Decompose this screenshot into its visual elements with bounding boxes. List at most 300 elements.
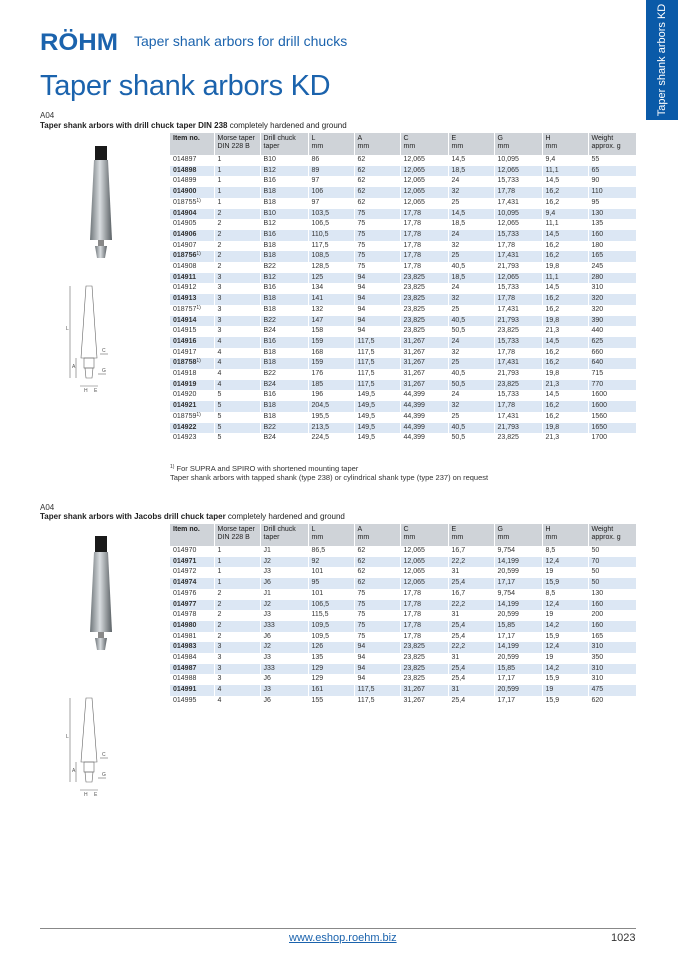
cell-a: 75 bbox=[354, 621, 400, 632]
cell-w: 95 bbox=[588, 198, 636, 209]
cell-chuck: J3 bbox=[260, 610, 308, 621]
cell-morse: 5 bbox=[214, 412, 260, 423]
cell-e: 16,7 bbox=[448, 589, 494, 600]
cell-l: 224,5 bbox=[308, 433, 354, 444]
cell-e: 32 bbox=[448, 348, 494, 359]
cell-h: 16,2 bbox=[542, 412, 588, 423]
cell-e: 24 bbox=[448, 230, 494, 241]
cell-a: 149,5 bbox=[354, 423, 400, 434]
dim-label-a: A bbox=[72, 364, 76, 370]
cell-l: 95 bbox=[308, 578, 354, 589]
cell-h: 11,1 bbox=[542, 219, 588, 230]
cell-morse: 1 bbox=[214, 198, 260, 209]
cell-c: 44,399 bbox=[400, 401, 448, 412]
cell-c: 23,825 bbox=[400, 294, 448, 305]
table-row bbox=[170, 390, 636, 401]
cell-w: 160 bbox=[588, 621, 636, 632]
item-number-cell: 014970 bbox=[173, 547, 197, 554]
footer-shop-link[interactable]: www.eshop.roehm.biz bbox=[289, 932, 397, 944]
cell-morse: 2 bbox=[214, 230, 260, 241]
section-2-title: Taper shank arbors with Jacobs drill chuck taper completely hardened and ground bbox=[40, 512, 345, 521]
cell-w: 310 bbox=[588, 664, 636, 675]
dim-label-g: G bbox=[102, 368, 106, 374]
footnote: $^{1)}$ For SUPRA and SPIRO with shortened mounting taper Taper shank arbors with tapped shank (type 238) or cylindrical shank type (type 237) on request bbox=[170, 464, 489, 482]
cell-chuck: J6 bbox=[260, 696, 308, 707]
cell-e: 24 bbox=[448, 283, 494, 294]
table-row bbox=[170, 380, 636, 391]
cell-c: 17,78 bbox=[400, 262, 448, 273]
item-number-cell: 014905 bbox=[173, 220, 197, 228]
cell-a: 117,5 bbox=[354, 358, 400, 369]
cell-l: 134 bbox=[308, 283, 354, 294]
table-row bbox=[170, 230, 636, 241]
cell-c: 12,065 bbox=[400, 187, 448, 198]
cell-morse: 3 bbox=[214, 642, 260, 653]
cell-c: 17,78 bbox=[400, 251, 448, 262]
cell-l: 132 bbox=[308, 305, 354, 316]
cell-c: 17,78 bbox=[400, 589, 448, 600]
cell-e: 25 bbox=[448, 198, 494, 209]
cell-c: 17,78 bbox=[400, 241, 448, 252]
cell-g: 21,793 bbox=[494, 369, 542, 380]
cell-chuck: J3 bbox=[260, 567, 308, 578]
cell-c: 17,78 bbox=[400, 610, 448, 621]
footer-divider bbox=[40, 928, 636, 929]
cell-morse: 5 bbox=[214, 390, 260, 401]
cell-a: 62 bbox=[354, 198, 400, 209]
cell-e: 22,2 bbox=[448, 642, 494, 653]
cell-g: 15,733 bbox=[494, 337, 542, 348]
cell-w: 200 bbox=[588, 610, 636, 621]
cell-a: 75 bbox=[354, 632, 400, 643]
cell-l: 213,5 bbox=[308, 423, 354, 434]
item-number-cell: 014972 bbox=[173, 568, 197, 576]
cell-morse: 1 bbox=[214, 567, 260, 578]
cell-a: 117,5 bbox=[354, 337, 400, 348]
cell-g: 17,431 bbox=[494, 412, 542, 423]
page-number: 1023 bbox=[611, 932, 636, 944]
table-row bbox=[170, 642, 636, 653]
cell-g: 17,17 bbox=[494, 696, 542, 707]
item-number-cell: 014978 bbox=[173, 611, 197, 619]
cell-h: 16,2 bbox=[542, 241, 588, 252]
item-number-cell: 014991 bbox=[170, 685, 214, 696]
cell-chuck: B18 bbox=[260, 412, 308, 423]
item-number-cell: 014922 bbox=[170, 423, 214, 434]
item-number-cell: 018755$^{1)}$ bbox=[173, 197, 201, 206]
cell-c: 17,78 bbox=[400, 600, 448, 611]
cell-morse: 1 bbox=[214, 557, 260, 568]
cell-c: 23,825 bbox=[400, 674, 448, 685]
cell-e: 24 bbox=[448, 337, 494, 348]
cell-chuck: B16 bbox=[260, 176, 308, 187]
item-number-cell: 014977 bbox=[170, 600, 214, 611]
cell-morse: 2 bbox=[214, 610, 260, 621]
cell-g: 15,733 bbox=[494, 390, 542, 401]
cell-chuck: J1 bbox=[260, 589, 308, 600]
dim-label-g: G bbox=[102, 772, 106, 778]
cell-chuck: B22 bbox=[260, 369, 308, 380]
cell-e: 18,5 bbox=[448, 166, 494, 177]
cell-h: 15,9 bbox=[542, 696, 588, 707]
cell-h: 8,5 bbox=[542, 546, 588, 557]
cell-chuck: B18 bbox=[260, 187, 308, 198]
table-row bbox=[170, 578, 636, 589]
cell-c: 23,825 bbox=[400, 305, 448, 316]
cell-c: 44,399 bbox=[400, 412, 448, 423]
cell-w: 625 bbox=[588, 337, 636, 348]
cell-g: 17,431 bbox=[494, 305, 542, 316]
arbor-tang bbox=[95, 536, 107, 552]
item-number-cell: 018756$^{1)}$ bbox=[170, 251, 214, 262]
cell-h: 9,4 bbox=[542, 155, 588, 166]
cell-a: 94 bbox=[354, 642, 400, 653]
cell-g: 9,754 bbox=[494, 546, 542, 557]
cell-l: 109,5 bbox=[308, 621, 354, 632]
item-number-cell: 014981 bbox=[173, 632, 197, 640]
cell-l: 168 bbox=[308, 348, 354, 359]
table-row bbox=[170, 209, 636, 220]
cell-w: 770 bbox=[588, 380, 636, 391]
cell-w: 310 bbox=[588, 283, 636, 294]
item-number-cell: 014913 bbox=[170, 294, 214, 305]
cell-morse: 4 bbox=[214, 348, 260, 359]
cell-c: 12,065 bbox=[400, 166, 448, 177]
cell-e: 25 bbox=[448, 305, 494, 316]
arbor-drawing-2 bbox=[40, 530, 160, 810]
table-row bbox=[170, 567, 636, 578]
cell-a: 149,5 bbox=[354, 390, 400, 401]
cell-h: 14,5 bbox=[542, 176, 588, 187]
table-row bbox=[170, 155, 636, 166]
cell-l: 92 bbox=[308, 557, 354, 568]
cell-h: 15,9 bbox=[542, 578, 588, 589]
item-number-cell: 014904 bbox=[170, 209, 214, 220]
cell-h: 11,1 bbox=[542, 273, 588, 284]
cell-l: 106,5 bbox=[308, 600, 354, 611]
cell-a: 94 bbox=[354, 305, 400, 316]
cell-g: 17,17 bbox=[494, 674, 542, 685]
cell-morse: 2 bbox=[214, 251, 260, 262]
cell-h: 16,2 bbox=[542, 305, 588, 316]
cell-l: 196 bbox=[308, 390, 354, 401]
cell-chuck: B18 bbox=[260, 241, 308, 252]
cell-g: 21,793 bbox=[494, 262, 542, 273]
cell-chuck: B22 bbox=[260, 316, 308, 327]
column-header-l: L mm bbox=[308, 524, 354, 546]
cell-w: 440 bbox=[588, 326, 636, 337]
cell-chuck: B18 bbox=[260, 251, 308, 262]
cell-l: 204,5 bbox=[308, 401, 354, 412]
cell-h: 9,4 bbox=[542, 209, 588, 220]
cell-a: 62 bbox=[354, 155, 400, 166]
cell-g: 17,78 bbox=[494, 241, 542, 252]
cell-w: 130 bbox=[588, 209, 636, 220]
dim-label-c: C bbox=[102, 348, 106, 354]
table-row bbox=[170, 283, 636, 294]
side-tab-label: Taper shank arbors KD bbox=[656, 3, 668, 117]
cell-h: 19 bbox=[542, 653, 588, 664]
side-tab bbox=[646, 0, 678, 120]
cell-a: 75 bbox=[354, 209, 400, 220]
cell-w: 160 bbox=[588, 230, 636, 241]
column-header-a: A mm bbox=[354, 524, 400, 546]
cell-c: 17,78 bbox=[400, 621, 448, 632]
cell-chuck: J3 bbox=[260, 685, 308, 696]
cell-g: 14,199 bbox=[494, 600, 542, 611]
item-number-cell: 014987 bbox=[170, 664, 214, 675]
cell-e: 25 bbox=[448, 358, 494, 369]
cell-w: 660 bbox=[588, 348, 636, 359]
cell-chuck: B22 bbox=[260, 262, 308, 273]
cell-morse: 2 bbox=[214, 209, 260, 220]
item-number-cell: 014971 bbox=[170, 557, 214, 568]
cell-morse: 2 bbox=[214, 589, 260, 600]
table-row bbox=[170, 674, 636, 685]
cell-morse: 5 bbox=[214, 401, 260, 412]
column-header-h: H mm bbox=[542, 133, 588, 155]
cell-morse: 3 bbox=[214, 283, 260, 294]
cell-w: 135 bbox=[588, 219, 636, 230]
cell-e: 31 bbox=[448, 653, 494, 664]
cell-morse: 1 bbox=[214, 578, 260, 589]
cell-chuck: J33 bbox=[260, 664, 308, 675]
cell-a: 75 bbox=[354, 241, 400, 252]
cell-w: 245 bbox=[588, 262, 636, 273]
cell-g: 21,793 bbox=[494, 423, 542, 434]
cell-e: 22,2 bbox=[448, 600, 494, 611]
cell-e: 25,4 bbox=[448, 621, 494, 632]
cell-g: 17,78 bbox=[494, 294, 542, 305]
column-header-w: Weight approx. g bbox=[588, 133, 636, 155]
cell-h: 14,5 bbox=[542, 283, 588, 294]
cell-a: 94 bbox=[354, 674, 400, 685]
column-header-chuck: Drill chuck taper bbox=[260, 524, 308, 546]
cell-g: 17,78 bbox=[494, 187, 542, 198]
cell-g: 23,825 bbox=[494, 433, 542, 444]
table-row bbox=[170, 685, 636, 696]
cell-l: 109,5 bbox=[308, 632, 354, 643]
cell-a: 75 bbox=[354, 589, 400, 600]
cell-h: 16,2 bbox=[542, 187, 588, 198]
table-row bbox=[170, 273, 636, 284]
cell-c: 31,267 bbox=[400, 358, 448, 369]
cell-c: 31,267 bbox=[400, 369, 448, 380]
cell-w: 320 bbox=[588, 305, 636, 316]
cell-w: 280 bbox=[588, 273, 636, 284]
dim-label-a: A bbox=[72, 768, 76, 774]
cell-w: 55 bbox=[588, 155, 636, 166]
cell-e: 25,4 bbox=[448, 696, 494, 707]
cell-g: 15,85 bbox=[494, 664, 542, 675]
arbor-taper-shank bbox=[90, 552, 112, 632]
table-row bbox=[170, 241, 636, 252]
item-number-cell: 014976 bbox=[173, 589, 197, 597]
cell-c: 23,825 bbox=[400, 326, 448, 337]
cell-chuck: B12 bbox=[260, 219, 308, 230]
cell-chuck: B18 bbox=[260, 294, 308, 305]
cell-g: 20,599 bbox=[494, 610, 542, 621]
cell-w: 475 bbox=[588, 685, 636, 696]
column-header-e: E mm bbox=[448, 133, 494, 155]
column-header-a: A mm bbox=[354, 133, 400, 155]
cell-a: 62 bbox=[354, 176, 400, 187]
cell-morse: 2 bbox=[214, 600, 260, 611]
cell-w: 640 bbox=[588, 358, 636, 369]
cell-h: 12,4 bbox=[542, 557, 588, 568]
cell-l: 135 bbox=[308, 653, 354, 664]
table-row bbox=[170, 305, 636, 316]
cell-w: 310 bbox=[588, 642, 636, 653]
cell-l: 97 bbox=[308, 198, 354, 209]
cell-c: 23,825 bbox=[400, 664, 448, 675]
cell-chuck: J1 bbox=[260, 546, 308, 557]
cell-h: 21,3 bbox=[542, 380, 588, 391]
cell-c: 12,065 bbox=[400, 567, 448, 578]
cell-l: 141 bbox=[308, 294, 354, 305]
cell-a: 75 bbox=[354, 219, 400, 230]
cell-a: 94 bbox=[354, 664, 400, 675]
cell-c: 17,78 bbox=[400, 219, 448, 230]
cell-g: 23,825 bbox=[494, 380, 542, 391]
cell-chuck: B18 bbox=[260, 305, 308, 316]
item-number-cell: 014983 bbox=[170, 642, 214, 653]
cell-h: 12,4 bbox=[542, 642, 588, 653]
cell-w: 50 bbox=[588, 567, 636, 578]
arbor-taper-shank bbox=[90, 160, 112, 240]
cell-g: 20,599 bbox=[494, 653, 542, 664]
cell-chuck: B16 bbox=[260, 283, 308, 294]
cell-e: 14,5 bbox=[448, 209, 494, 220]
cell-e: 25,4 bbox=[448, 632, 494, 643]
spec-table-1 bbox=[170, 133, 636, 444]
cell-morse: 3 bbox=[214, 316, 260, 327]
cell-c: 12,065 bbox=[400, 198, 448, 209]
table-row bbox=[170, 219, 636, 230]
cell-l: 115,5 bbox=[308, 610, 354, 621]
cell-e: 14,5 bbox=[448, 155, 494, 166]
cell-a: 117,5 bbox=[354, 348, 400, 359]
cell-a: 117,5 bbox=[354, 696, 400, 707]
cell-e: 40,5 bbox=[448, 369, 494, 380]
column-header-l: L mm bbox=[308, 133, 354, 155]
cell-g: 12,065 bbox=[494, 166, 542, 177]
cell-e: 24 bbox=[448, 176, 494, 187]
cell-h: 14,5 bbox=[542, 337, 588, 348]
cell-g: 17,17 bbox=[494, 578, 542, 589]
cell-g: 14,199 bbox=[494, 642, 542, 653]
cell-w: 320 bbox=[588, 294, 636, 305]
cell-e: 31 bbox=[448, 610, 494, 621]
item-number-cell: 014921 bbox=[170, 401, 214, 412]
item-number-cell: 014918 bbox=[173, 370, 197, 378]
cell-e: 32 bbox=[448, 241, 494, 252]
item-number-cell: 018757$^{1)}$ bbox=[173, 304, 201, 313]
cell-chuck: B18 bbox=[260, 198, 308, 209]
table-row bbox=[170, 557, 636, 568]
cell-g: 15,733 bbox=[494, 230, 542, 241]
cell-h: 16,2 bbox=[542, 348, 588, 359]
cell-l: 101 bbox=[308, 567, 354, 578]
cell-l: 129 bbox=[308, 674, 354, 685]
cell-chuck: B22 bbox=[260, 423, 308, 434]
table-row bbox=[170, 632, 636, 643]
cell-a: 62 bbox=[354, 567, 400, 578]
cell-h: 14,5 bbox=[542, 390, 588, 401]
cell-chuck: B24 bbox=[260, 326, 308, 337]
column-header-g: G mm bbox=[494, 524, 542, 546]
cell-h: 14,2 bbox=[542, 621, 588, 632]
cell-c: 17,78 bbox=[400, 632, 448, 643]
table-row bbox=[170, 423, 636, 434]
column-header-e: E mm bbox=[448, 524, 494, 546]
cell-c: 31,267 bbox=[400, 696, 448, 707]
item-number-cell: 014995 bbox=[173, 696, 197, 704]
cell-w: 180 bbox=[588, 241, 636, 252]
cell-l: 86,5 bbox=[308, 546, 354, 557]
item-number-cell: 018759$^{1)}$ bbox=[173, 411, 201, 420]
item-number-cell: 014920 bbox=[173, 391, 197, 399]
cell-morse: 3 bbox=[214, 664, 260, 675]
cell-a: 75 bbox=[354, 230, 400, 241]
cell-h: 19 bbox=[542, 685, 588, 696]
cell-h: 14,5 bbox=[542, 230, 588, 241]
cell-morse: 3 bbox=[214, 273, 260, 284]
cell-h: 16,2 bbox=[542, 294, 588, 305]
column-header-c: C mm bbox=[400, 133, 448, 155]
cell-c: 31,267 bbox=[400, 348, 448, 359]
column-header-c: C mm bbox=[400, 524, 448, 546]
arbor-chuck-taper bbox=[95, 638, 107, 650]
cell-chuck: J6 bbox=[260, 578, 308, 589]
cell-e: 24 bbox=[448, 390, 494, 401]
cell-h: 21,3 bbox=[542, 326, 588, 337]
column-header-item: Item no. bbox=[170, 133, 214, 155]
cell-c: 31,267 bbox=[400, 685, 448, 696]
table-row bbox=[170, 401, 636, 412]
cell-g: 21,793 bbox=[494, 316, 542, 327]
cell-w: 620 bbox=[588, 696, 636, 707]
cell-g: 17,17 bbox=[494, 632, 542, 643]
cell-c: 17,78 bbox=[400, 209, 448, 220]
cell-l: 103,5 bbox=[308, 209, 354, 220]
cell-c: 44,399 bbox=[400, 433, 448, 444]
cell-c: 23,825 bbox=[400, 316, 448, 327]
column-header-morse: Morse taper DIN 228 B bbox=[214, 524, 260, 546]
cell-chuck: J3 bbox=[260, 653, 308, 664]
table-row bbox=[170, 316, 636, 327]
table-row bbox=[170, 589, 636, 600]
cell-w: 90 bbox=[588, 176, 636, 187]
cell-morse: 2 bbox=[214, 632, 260, 643]
cell-a: 75 bbox=[354, 262, 400, 273]
dim-label-e: E bbox=[94, 388, 98, 394]
cell-a: 149,5 bbox=[354, 412, 400, 423]
dim-label-c: C bbox=[102, 752, 106, 758]
cell-g: 20,599 bbox=[494, 685, 542, 696]
cell-h: 16,2 bbox=[542, 198, 588, 209]
cell-e: 18,5 bbox=[448, 219, 494, 230]
table-row bbox=[170, 337, 636, 348]
cell-l: 129 bbox=[308, 664, 354, 675]
cell-c: 44,399 bbox=[400, 423, 448, 434]
cell-morse: 3 bbox=[214, 326, 260, 337]
page-title: Taper shank arbors KD bbox=[40, 70, 331, 102]
cell-c: 23,825 bbox=[400, 273, 448, 284]
arbor-chuck-taper bbox=[95, 246, 107, 258]
cell-w: 350 bbox=[588, 653, 636, 664]
table-row bbox=[170, 600, 636, 611]
